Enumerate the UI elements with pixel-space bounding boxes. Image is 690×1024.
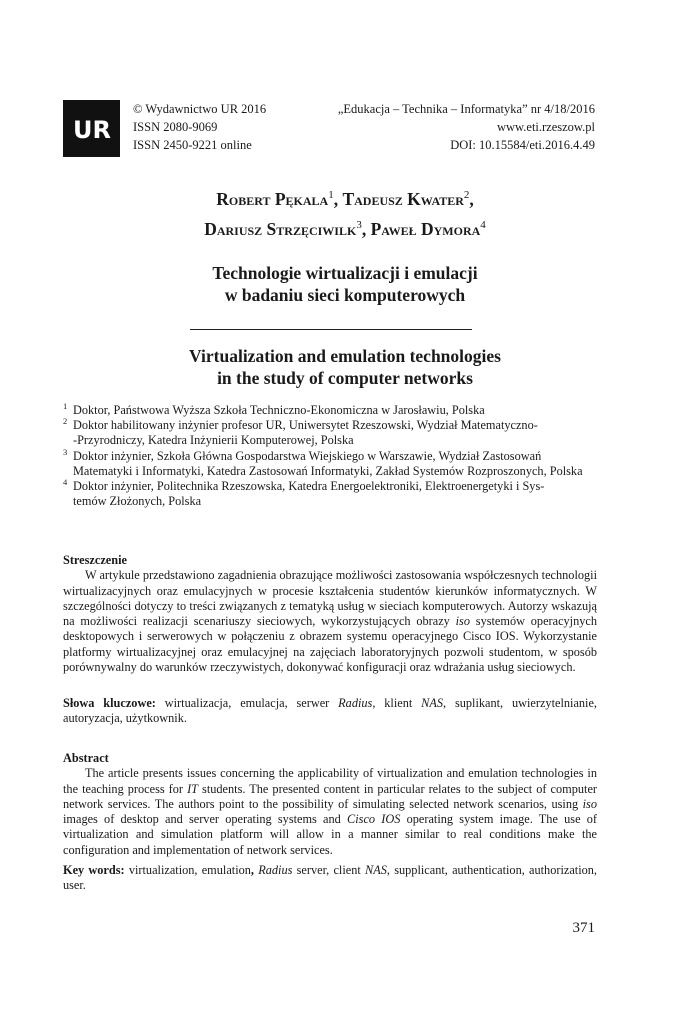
affiliation-number: 4 <box>63 477 68 488</box>
author-name: Robert Pękala <box>216 188 329 209</box>
slowa-kluczowe-text: Słowa kluczowe: wirtualizacja, emulacja, serwer Radius, klient NAS, suplikant, uwierzytelnianie, autoryzacja, użytkownik. <box>63 696 597 726</box>
author-name: Tadeusz Kwater <box>342 188 464 209</box>
affiliation-text: Doktor inżynier, Szkoła Główna Gospodarstwa Wiejskiego w Warszawie, Wydział Zastosowań <box>73 448 542 463</box>
key-words-text: Key words: virtualization, emulation, Radius server, client NAS, supplicant, authentication, authorization, user. <box>63 863 597 893</box>
logo-text: UR <box>72 115 111 144</box>
slowa-kluczowe <box>63 696 597 727</box>
author-affil-ref: 4 <box>480 218 486 231</box>
abstract-text: The article presents issues concerning the applicability of virtualization and emulation technologies in the teaching process for IT students. The presented content in particular relates to the subject of computer network services. The authors point to the possibility of simulating selected network scenarios, using iso images of desktop and server operating systems and Cisco IOS operating system image. The use of virtualization and simulation platform will allow in a manner similar to real conditions make the configuration and implementation of network services. <box>63 766 597 857</box>
author-name: Paweł Dymora <box>370 218 481 239</box>
affiliation <box>63 446 597 479</box>
affiliation-number: 3 <box>63 446 68 457</box>
page-number: 371 <box>572 920 595 936</box>
streszczenie-text: W artykule przedstawiono zagadnienia obrazujące możliwości zastosowania współczesnych technologii wirtualizacyjnych oraz emulacyjnych w procesie kształcenia studentów kierunków informatycznych. W szczególności dotyczy to treści związanych z tematyką usług w sieciach komputerowych. Autorzy wskazują na możliwości realizacji scenariuszy sieciowych, wykorzystujących obrazy iso systemów operacyjnych desktopowych i serwerowych w połączeniu z obrazem systemu operacyjnego Cisco IOS. Wykorzystanie platformy wirtualizacyjnej oraz emulacyjnej na zajęciach laboratoryjnych pozwoli studentom, w sposób porównywalny do warunków rzeczywistych, dokonywać konfiguracji oraz wdrażania usług sieciowych. <box>63 568 598 675</box>
title-polish-line: Technologie wirtualizacji i emulacji <box>212 263 478 283</box>
publisher: © Wydawnictwo UR 2016 <box>133 102 267 116</box>
key-words <box>63 863 597 894</box>
author-affil-ref: 2 <box>463 189 470 201</box>
affiliation-number: 2 <box>63 416 68 427</box>
publisher-info <box>133 100 266 154</box>
affiliation-number: 1 <box>63 401 68 411</box>
abstract-heading: Abstract <box>63 751 109 765</box>
ur-logo <box>63 100 120 157</box>
ur-logo-icon <box>67 114 117 144</box>
title-polish-line: w badaniu sieci komputerowych <box>224 285 466 305</box>
journal-website[interactable]: www.eti.rzeszow.pl <box>497 120 595 134</box>
title-polish <box>0 262 690 306</box>
title-english-line: Virtualization and emulation technologies <box>189 346 501 366</box>
streszczenie-heading: Streszczenie <box>63 553 127 567</box>
affiliations <box>63 403 597 509</box>
author-affil-ref: 3 <box>356 218 362 231</box>
streszczenie <box>63 553 597 675</box>
journal-name: „Edukacja – Technika – Informatyka” nr 4/18/2016 <box>337 102 595 116</box>
affiliation <box>63 479 597 509</box>
issn-online: ISSN 2450-9221 online <box>133 138 252 152</box>
doi[interactable]: DOI: 10.15584/eti.2016.4.49 <box>450 138 595 152</box>
issn-print: ISSN 2080-9069 <box>133 120 218 134</box>
journal-info <box>338 100 595 154</box>
affiliation <box>63 418 597 448</box>
author-name: Dariusz Strzęciwilk <box>204 218 357 239</box>
affiliation-text: Doktor inżynier, Politechnika Rzeszowska, Katedra Energoelektroniki, Elektroenergetyki i Sys- <box>73 479 545 494</box>
affiliation-text-cont: Matematyki i Informatyki, Katedra Zastosowań Informatyki, Zakład Systemów Rozproszonych, Polska <box>73 463 583 478</box>
affiliation-text: Doktor, Państwowa Wyższa Szkoła Techniczno-Ekonomiczna w Jarosławiu, Polska <box>73 403 485 417</box>
authors: Robert Pękala$^1$, Tadeusz Kwater$^2$, Dariusz Strzęciwilk$^3$, Paweł Dymora$^4$ <box>204 188 486 239</box>
title-english-line: in the study of computer networks <box>217 368 473 388</box>
abstract <box>63 751 597 858</box>
affiliation-text-cont: -Przyrodniczy, Katedra Inżynierii Komputerowej, Polska <box>73 433 354 448</box>
affiliation-text-cont: temów Złożonych, Polska <box>73 494 202 509</box>
author-affil-ref: 1 <box>328 189 334 201</box>
affiliation <box>63 403 597 418</box>
title-divider <box>190 329 472 330</box>
affiliation-text: Doktor habilitowany inżynier profesor UR, Uniwersytet Rzeszowski, Wydział Matematyczno- <box>73 418 538 433</box>
title-english <box>0 345 690 389</box>
